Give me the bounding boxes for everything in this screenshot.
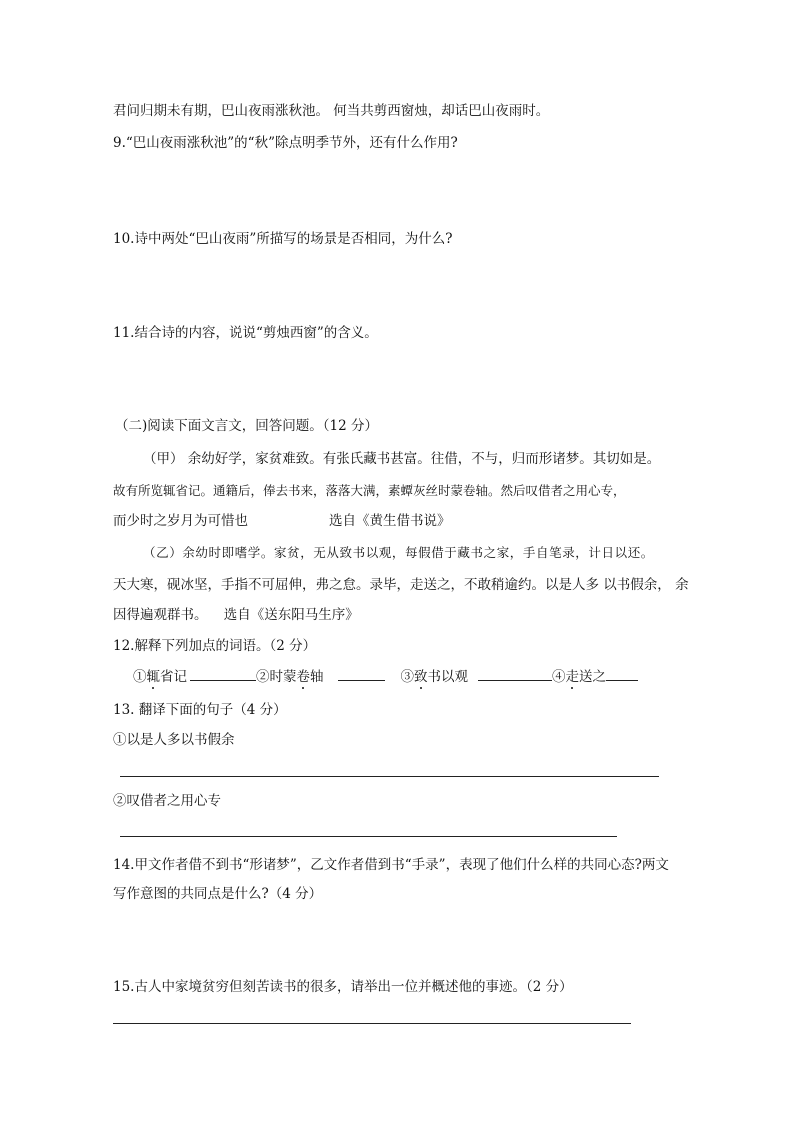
answer-line-13-1[interactable] xyxy=(120,776,659,777)
q12-answer-blank-4[interactable] xyxy=(606,666,638,681)
passage-jia-source: 选自《黄生借书说》 xyxy=(329,513,451,529)
passage-jia-line-3 xyxy=(113,512,451,530)
q12-answer-blank-1[interactable] xyxy=(190,666,256,681)
question-9: 9.“巴山夜雨涨秋池”的“秋”除点明季节外，还有什么作用? xyxy=(113,135,458,151)
section-2-title: （二)阅读下面文言文，回答问题。（12 分） xyxy=(115,418,378,434)
question-12-title: 12.解释下列加点的词语。（2 分） xyxy=(113,638,317,654)
q12-item-1: ①辄省记 xyxy=(133,669,187,685)
question-14-line-2: 写作意图的共同点是什么?（4 分） xyxy=(113,886,323,902)
question-13-sentence-2: ②叹借者之用心专 xyxy=(113,793,221,809)
question-13-title: 13. 翻译下面的句子（4 分） xyxy=(113,702,287,718)
answer-line-15[interactable] xyxy=(113,1023,631,1024)
poem-line: 君问归期未有期，巴山夜雨涨秋池。 何当共剪西窗烛，却话巴山夜雨时。 xyxy=(113,103,550,119)
question-15: 15.古人中家境贫穷但刻苦读书的很多，请举出一位并概述他的事迹。（2 分） xyxy=(113,979,573,995)
passage-jia-text: 而少时之岁月为可惜也 xyxy=(113,513,248,529)
passage-jia-line-2: 故有所览辄省记。通籍后，俸去书来，落落大满，素蟫灰丝时蒙卷轴。然后叹借者之用心专， xyxy=(113,483,626,498)
passage-yi-source: 选自《送东阳马生序》 xyxy=(223,607,359,623)
q12-item-3: ③致书以观 xyxy=(400,669,468,685)
answer-line-13-2[interactable] xyxy=(120,836,617,837)
passage-yi-text: 因得遍观群书。 xyxy=(113,607,208,623)
q12-item-2: ②时蒙卷轴 xyxy=(256,669,324,685)
passage-yi-line-2: 天大寒，砚冰坚，手指不可屈伸，弗之怠。录毕，走送之，不敢稍逾约。以是人多 以书假余， 余 xyxy=(113,577,689,593)
q12-item-4: ④走送之 xyxy=(552,669,606,685)
question-10: 10.诗中两处“巴山夜雨”所描写的场景是否相同，为什么? xyxy=(113,231,453,247)
passage-yi-line-3 xyxy=(113,606,359,624)
question-13-sentence-1: ①以是人多以书假余 xyxy=(113,732,235,748)
q12-answer-blank-2[interactable] xyxy=(338,666,385,681)
passage-yi-line-1: （乙）余幼时即嗜学。家贫，无从致书以观，每假借于藏书之家，手自笔录，计日以还。 xyxy=(143,545,654,560)
q12-answer-blank-3[interactable] xyxy=(478,666,552,681)
question-11: 11.结合诗的内容，说说“剪烛西窗”的含义。 xyxy=(113,325,378,341)
question-12-items xyxy=(133,666,638,686)
question-14-line-1: 14.甲文作者借不到书“形诸梦”，乙文作者借到书“手录”，表现了他们什么样的共同心态?两文 xyxy=(113,857,669,873)
passage-jia-line-1: （甲） 余幼好学，家贫难致。有张氏藏书甚富。往借，不与，归而形诸梦。其切如是。 xyxy=(143,451,661,467)
